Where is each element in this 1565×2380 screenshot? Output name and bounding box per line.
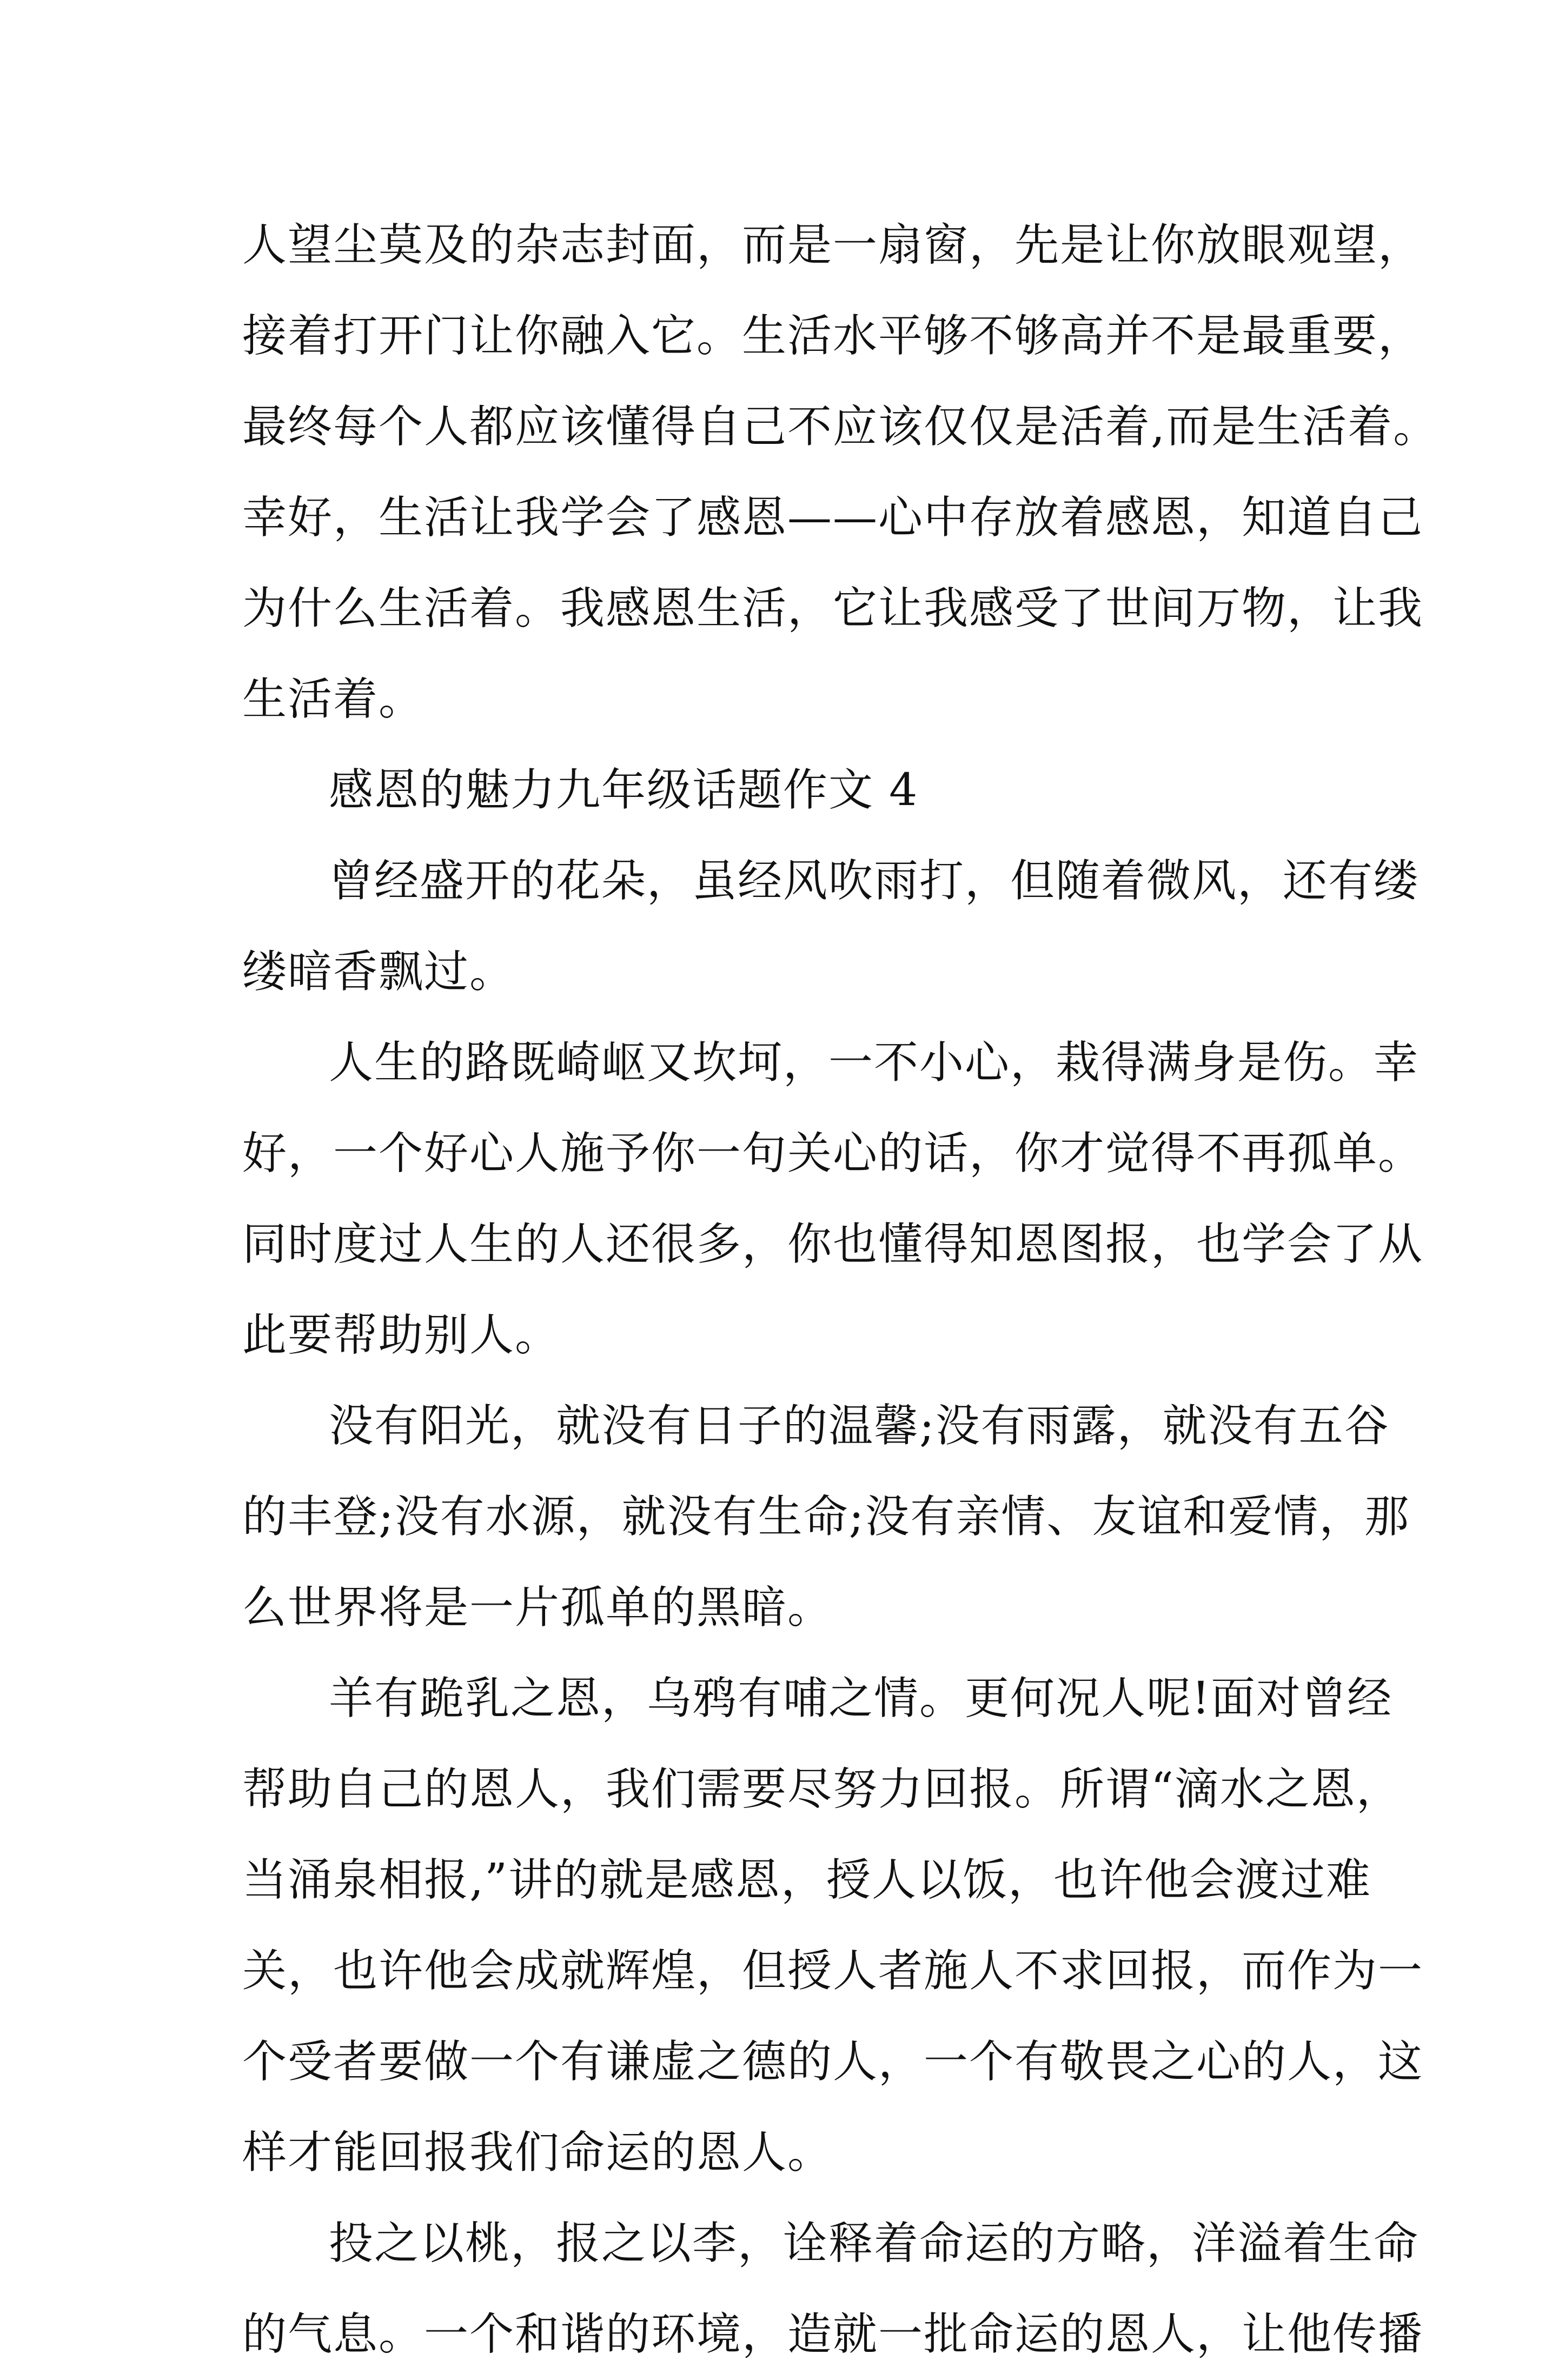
text-line: 没有阳光，就没有日子的温馨;没有雨露，就没有五谷: [329, 1400, 1390, 1452]
text-line: 关，也许他会成就辉煌，但授人者施人不求回报，而作为一: [242, 1945, 1424, 1997]
text-line: 样才能回报我们命运的恩人。: [242, 2127, 833, 2178]
text-line: 好，一个好心人施予你一句关心的话，你才觉得不再孤单。: [242, 1128, 1424, 1179]
text-line: 个受者要做一个有谦虚之德的人，一个有敬畏之心的人，这: [242, 2036, 1424, 2088]
paragraph-1: [242, 836, 1420, 1018]
text-line: 投之以桃，报之以李，诠释着命运的方略，洋溢着生命: [329, 2218, 1420, 2269]
text-line: 同时度过人生的人还很多，你也懂得知恩图报，也学会了从: [242, 1219, 1424, 1270]
text-line: 的气息。一个和谐的环境，造就一批命运的恩人，让他传播: [242, 2309, 1424, 2360]
text-line: 曾经盛开的花朵，虽经风吹雨打，但随着微风，还有缕: [329, 855, 1420, 907]
paragraph-4: [242, 1653, 1424, 2198]
text-line: 人望尘莫及的杂志封面，而是一扇窗，先是让你放眼观望，: [242, 220, 1424, 271]
text-line: 的丰登;没有水源，就没有生命;没有亲情、友谊和爱情，那: [242, 1491, 1410, 1543]
essay-text: [242, 200, 1439, 2380]
text-line: 为什么生活着。我感恩生活，它让我感受了世间万物，让我: [242, 583, 1424, 634]
text-line: 生活着。: [242, 674, 425, 725]
paragraph-2: [242, 1018, 1424, 1381]
text-line: 人生的路既崎岖又坎坷，一不小心，栽得满身是伤。幸: [329, 1037, 1420, 1088]
text-line: 幸好，生活让我学会了感恩——心中存放着感恩，知道自己: [242, 492, 1424, 543]
text-line: 此要帮助别人。: [242, 1309, 561, 1361]
text-line: 当涌泉相报,”讲的就是感恩，授人以饭，也许他会渡过难: [242, 1854, 1371, 1906]
continuation-paragraph: [242, 200, 1439, 745]
text-line: 缕暗香飘过。: [242, 946, 515, 998]
text-line: 么世界将是一片孤单的黑暗。: [242, 1582, 833, 1633]
paragraph-5: [242, 2198, 1424, 2380]
text-line: 帮助自己的恩人，我们需要尽努力回报。所谓“滴水之恩，: [242, 1764, 1402, 1815]
text-line: 羊有跪乳之恩，乌鸦有哺之情。更何况人呢!面对曾经: [329, 1673, 1392, 1724]
text-line: 最终每个人都应该懂得自己不应该仅仅是活着,而是生活着。: [242, 401, 1439, 453]
paragraph-3: [242, 1381, 1410, 1653]
essay-heading: 感恩的魅力九年级话题作文 4: [329, 764, 919, 816]
text-line: 接着打开门让你融入它。生活水平够不够高并不是最重要，: [242, 310, 1424, 362]
